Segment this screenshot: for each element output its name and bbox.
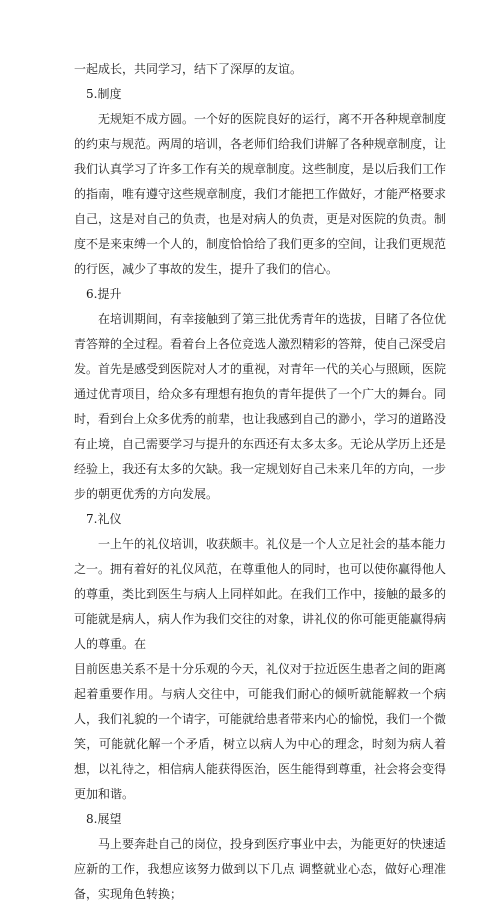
section-heading-improvement: 6.提升	[86, 287, 122, 301]
paragraph-improvement: 在培训期间，有幸接触到了第三批优秀青年的选拔，目睹了各位优青答辩的全过程。看着台上各位竞选人激烈精彩的答辩，使自己深受启发。首先是感受到医院对人才的重视，对青年一代的关心与照顾，医院通过优青项目，给众多有理想有抱负的青年提供了一个广大的舞台。同时，看到台上众多优秀的前辈，也让我感到自己的渺小，学习的道路没有止境，自己需要学习与提升的东西还有太多太多。无论从学历上还是经验上，我还有太多的欠缺。我一定规划好自己未来几年的方向，一步步的朝更优秀的方向发展。	[74, 312, 447, 501]
section-heading-system: 5.制度	[86, 87, 122, 101]
paragraph-etiquette-2: 目前医患关系不是十分乐观的今天，礼仪对于拉近医生患者之间的距离起着重要作用。与病人交往中，可能我们耐心的倾听就能解救一个病人，我们礼貌的一个请字，可能就给患者带来内心的愉悦，我们一个微笑，可能就化解一个矛盾，树立以病人为中心的理念，时刻为病人着想，以礼待之，相信病人能获得医治，医生能得到尊重，社会将会变得更加和谐。	[74, 662, 447, 801]
intro-paragraph: 一起成长，共同学习，结下了深厚的友谊。	[74, 62, 303, 76]
paragraph-system: 无规矩不成方圆。一个好的医院良好的运行，离不开各种规章制度的约束与规范。两周的培训，各老师们给我们讲解了各种规章制度，让我们认真学习了许多工作有关的规章制度。这些制度，是以后我们工作的指南，唯有遵守这些规章制度，我们才能把工作做好，才能严格要求自己，这是对自己的负责，也是对病人的负责，更是对医院的负责。制度不是来束缚一个人的，制度恰恰给了我们更多的空间，让我们更规范的行医，减少了事故的发生，提升了我们的信心。	[74, 112, 447, 276]
document-page	[74, 57, 446, 907]
paragraph-outlook: 马上要奔赴自己的岗位，投身到医疗事业中去，为能更好的快速适应新的工作，我想应该努力做到以下几点 调整就业心态，做好心理准备，实现角色转换；	[74, 837, 447, 901]
paragraph-etiquette-1: 一上午的礼仪培训，收获颇丰。礼仪是一个人立足社会的基本能力之一。拥有着好的礼仪风范，在尊重他人的同时，也可以使你赢得他人的尊重，类比到医生与病人上同样如此。在我们工作中，接触的最多的可能就是病人，病人作为我们交往的对象，讲礼仪的你可能更能赢得病人的尊重。在	[74, 537, 447, 651]
section-heading-outlook: 8.展望	[86, 812, 122, 826]
section-heading-etiquette: 7.礼仪	[86, 512, 122, 526]
